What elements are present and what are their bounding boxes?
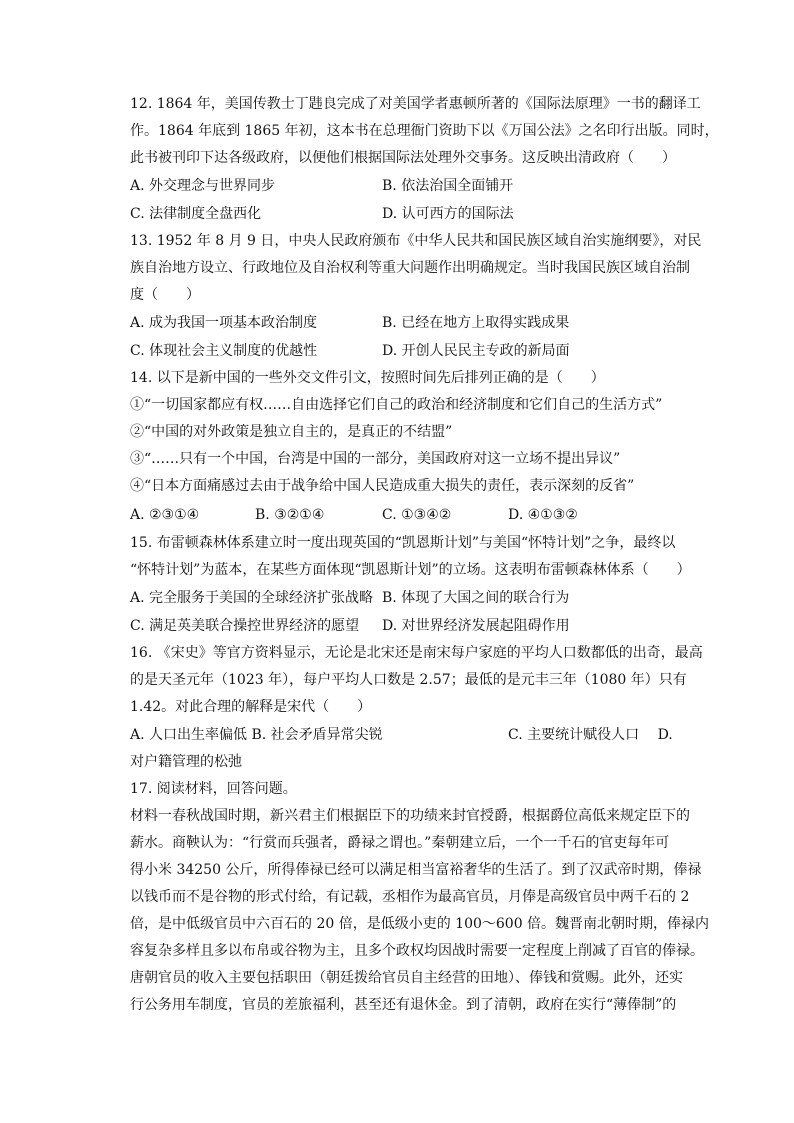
q16-line-1: 16. 《宋史》等官方资料显示，无论是北宋还是南宋每户家庭的平均人口数都低的出奇，最高 xyxy=(130,645,703,661)
q14-quote-3: ③“……只有一个中国，台湾是中国的一部分，美国政府对这一立场不提出异议” xyxy=(130,451,621,467)
q17-title: 17. 阅读材料，回答问题。 xyxy=(130,781,297,797)
q15-option-a: A. 完全服务于美国的全球经济扩张战略 xyxy=(130,590,374,606)
q17-material-line-8: 行公务用车制度，官员的差旅福利，甚至还有退休金。到了清朝，政府在实行“薄俸制”的 xyxy=(130,997,677,1013)
q14-quote-4: ④“日本方面痛感过去由于战争给中国人民造成重大损失的责任，表示深刻的反省” xyxy=(130,478,635,494)
q13-option-d: D. 开创人民民主专政的新局面 xyxy=(382,343,570,359)
q17-material-line-2: 薪水。商鞅认为：“行赏而兵强者，爵禄之谓也。”秦朝建立后，一个一千石的官吏每年可 xyxy=(130,835,670,851)
q13-line-3: 度（ ） xyxy=(130,287,200,303)
q12-line-1: 12. 1864 年，美国传教士丁韪良完成了对美国学者惠顿所著的《国际法原理》一书的翻译工 xyxy=(130,96,701,112)
q13-option-a: A. 成为我国一项基本政治制度 xyxy=(130,315,318,331)
q15-option-c: C. 满足英美联合操控世界经济的愿望 xyxy=(130,618,360,634)
q13-line-2: 族自治地方设立、行政地位及自治权利等重大问题作出明确规定。当时我国民族区域自治制 xyxy=(130,260,690,276)
q17-material-line-1: 材料一春秋战国时期，新兴君主们根据臣下的功绩来封官授爵，根据爵位高低来规定臣下的 xyxy=(130,808,690,824)
q14-option-d: D. ④①③② xyxy=(508,507,578,523)
q12-option-c: C. 法律制度全盘西化 xyxy=(130,206,262,222)
q16-option-ab: A. 人口出生率偏低 B. 社会矛盾异常尖锐 xyxy=(130,727,383,743)
q16-line-2: 的是天圣元年（1023 年），每户平均人口数是 2.57；最低的是元丰三年（1080 年）只有 xyxy=(130,672,687,688)
q15-line-2: “怀特计划”为蓝本，在某些方面体现“凯恩斯计划”的立场。这表明布雷顿森林体系（ ） xyxy=(130,562,691,578)
q13-option-c: C. 体现社会主义制度的优越性 xyxy=(130,343,318,359)
q15-option-d: D. 对世界经济发展起阻碍作用 xyxy=(382,618,570,634)
q13-line-1: 13. 1952 年 8 月 9 日，中央人民政府颁布《中华人民共和国民族区域自治实施纲要》，对民 xyxy=(130,233,702,249)
q17-material-line-4: 以钱币而不是谷物的形式付给，有记载，丞相作为最高官员，月俸是高级官员中两千石的 2 xyxy=(130,889,690,905)
q14-line-1: 14. 以下是新中国的一些外交文件引文，按照时间先后排列正确的是（ ） xyxy=(130,370,605,386)
q12-option-d: D. 认可西方的国际法 xyxy=(382,206,514,222)
q17-material-line-7: 唐朝官员的收入主要包括职田（朝廷拨给官员自主经营的田地）、俸钱和赏赐。此外，还实 xyxy=(130,970,683,986)
q16-option-d-continued: 对户籍管理的松弛 xyxy=(130,754,242,770)
q14-option-b: B. ③②①④ xyxy=(255,507,325,523)
q12-option-b: B. 依法治国全面铺开 xyxy=(382,178,514,194)
q12-option-a: A. 外交理念与世界同步 xyxy=(130,178,276,194)
q14-quote-2: ②“中国的对外政策是独立自主的，是真正的不结盟” xyxy=(130,424,453,440)
q17-material-line-6: 容复杂多样且多以布帛或谷物为主，且多个政权均因战时需要一定程度上削减了百官的俸禄。 xyxy=(130,943,704,959)
q16-line-3: 1.42。对此合理的解释是宋代（ ） xyxy=(130,699,372,715)
q17-material-line-5: 倍，是中低级官员中六百石的 20 倍，是低级小吏的 100～600 倍。魏晋南北朝时期，俸禄内 xyxy=(130,916,710,932)
q16-option-cd: C. 主要统计赋役人口 D. xyxy=(508,727,673,743)
q12-line-3: 此书被刊印下达各级政府，以便他们根据国际法处理外交事务。这反映出清政府（ ） xyxy=(130,150,676,166)
q14-option-a: A. ②③①④ xyxy=(130,507,200,523)
q15-option-b: B. 体现了大国之间的联合行为 xyxy=(382,590,570,606)
q15-line-1: 15. 布雷顿森林体系建立时一度出现英国的“凯恩斯计划”与美国“怀特计划”之争，最终以 xyxy=(130,535,676,551)
q17-material-line-3: 得小米 34250 公斤，所得俸禄已经可以满足相当富裕奢华的生活了。到了汉武帝时期，俸禄 xyxy=(130,862,702,878)
q14-quote-1: ①“一切国家都应有权……自由选择它们自己的政治和经济制度和它们自己的生活方式” xyxy=(130,397,663,413)
q12-line-2: 作。1864 年底到 1865 年初，这本书在总理衙门资助下以《万国公法》之名印行出版。同时， xyxy=(130,123,719,139)
q13-option-b: B. 已经在地方上取得实践成果 xyxy=(382,315,570,331)
q14-option-c: C. ①③④② xyxy=(382,507,452,523)
